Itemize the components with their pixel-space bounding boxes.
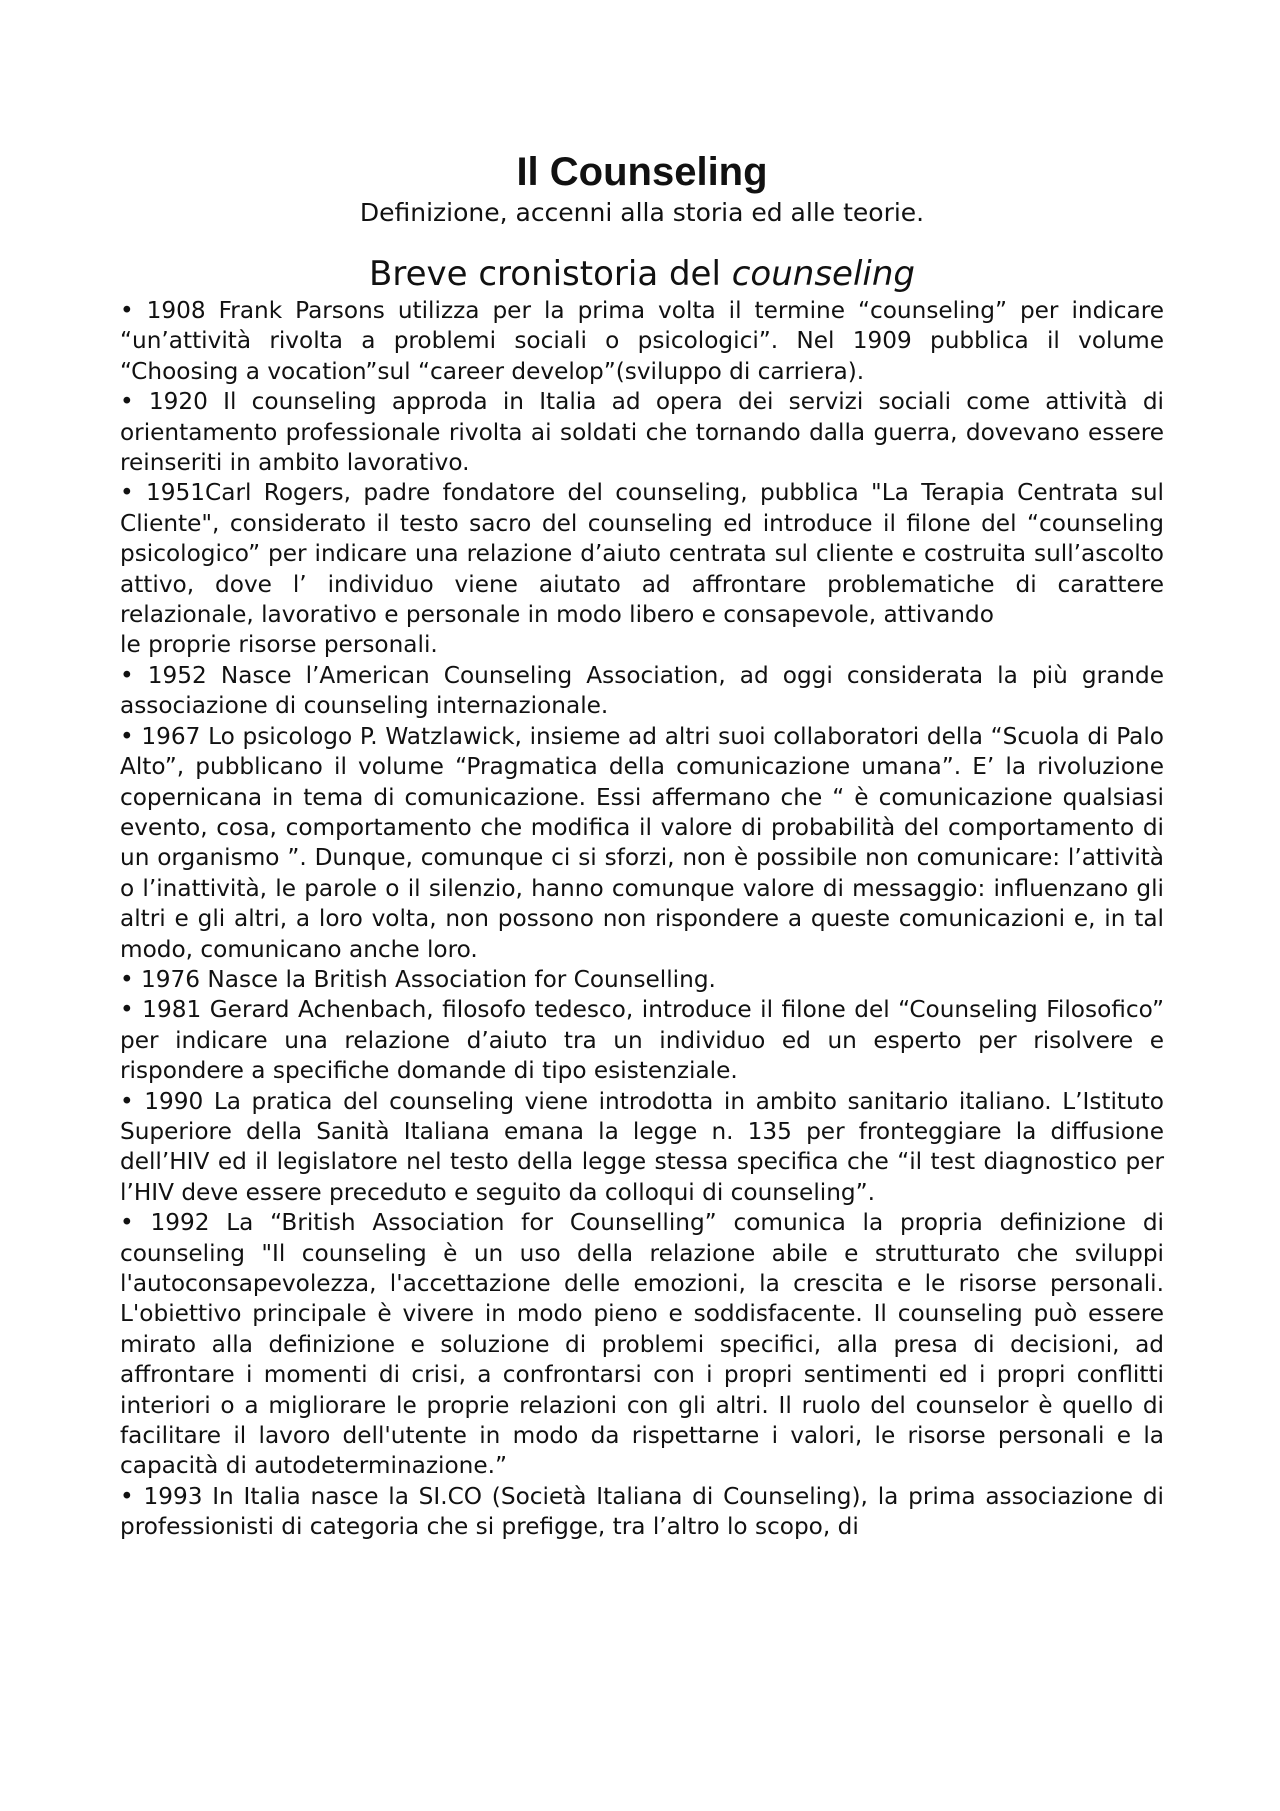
- chronology-entry-1908: • 1908 Frank Parsons utilizza per la prima volta il termine “counseling” per indicare “un’attività rivolta a problemi sociali o psicologici”. Nel 1909 pubblica il volume “Choosing a vocation”sul “career develop”(sviluppo di carriera).: [120, 297, 1164, 385]
- chronology-entry-1967: • 1967 Lo psicologo P. Watzlawick, insieme ad altri suoi collaboratori della “Scuola di Palo Alto”, pubblicano il volume “Pragmatica della comunicazione umana”. E’ la rivoluzione copernicana in tema di comunicazione. Essi affermano che “ è comunicazione qualsiasi evento, cosa, comportamento che modifica il valore di probabilità del comportamento di un organismo ”. Dunque, comunque ci si sforzi, non è possibile non comunicare: l’attività o l’inattività, le parole o il silenzio, hanno comunque valore di messaggio: influenzano gli altri e gli altri, a loro volta, non possono non rispondere a queste comunicazioni e, in tal modo, comunicano anche loro.: [120, 722, 1164, 963]
- section-heading-emphasis: counseling: [731, 254, 915, 294]
- section-heading: [120, 252, 1164, 296]
- document-title: Il Counseling: [516, 150, 768, 194]
- chronology-entry-1951-text: • 1951Carl Rogers, padre fondatore del counseling, pubblica "La Terapia Centrata sul Cliente", considerato il testo sacro del counseling ed introduce il filone del “counseling psicologico” per indicare una relazione d’aiuto centrata sul cliente e costruita sull’ascolto attivo, dove l’ individuo viene aiutato ad affrontare problematiche di carattere relazionale, lavorativo e personale in modo libero e consapevole, attivando: [120, 479, 1164, 629]
- chronology-entry-1993: • 1993 In Italia nasce la SI.CO (Società Italiana di Counseling), la prima associazione di professionisti di categoria che si prefigge, tra l’altro lo scopo, di: [120, 1482, 1164, 1541]
- chronology-entry-1952: • 1952 Nasce l’American Counseling Association, ad oggi considerata la più grande associazione di counseling internazionale.: [120, 661, 1164, 720]
- document-page: [120, 148, 1164, 1543]
- chronology-entry-1951: [120, 478, 1164, 660]
- chronology-entry-1920: • 1920 Il counseling approda in Italia ad opera dei servizi sociali come attività di orientamento professionale rivolta ai soldati che tornando dalla guerra, dovevano essere reinseriti in ambito lavorativo.: [120, 388, 1164, 477]
- chronology-entry-1992: • 1992 La “British Association for Counselling” comunica la propria definizione di counseling "Il counseling è un uso della relazione abile e strutturato che sviluppi l'autoconsapevolezza, l'accettazione delle emozioni, la crescita e le risorse personali. L'obiettivo principale è vivere in modo pieno e soddisfacente. Il counseling può essere mirato alla definizione e soluzione di problemi specifici, alla presa di decisioni, ad affrontare i momenti di crisi, a confrontarsi con i propri sentimenti ed i propri conflitti interiori o a migliorare le proprie relazioni con gli altri. Il ruolo del counselor è quello di facilitare il lavoro dell'utente in modo da rispettarne i valori, le risorse personali e la capacità di autodeterminazione.”: [120, 1209, 1164, 1480]
- section-heading-prefix: Breve cronistoria del: [369, 254, 732, 294]
- chronology-entry-1981: • 1981 Gerard Achenbach, filosofo tedesco, introduce il filone del “Counseling Filosofico” per indicare una relazione d’aiuto tra un individuo ed un esperto per risolvere e rispondere a specifiche domande di tipo esistenziale.: [120, 996, 1164, 1085]
- chronology-entry-1951-tail: le proprie risorse personali.: [120, 631, 438, 659]
- chronology-entry-1976: • 1976 Nasce la British Association for Counselling.: [120, 965, 716, 993]
- document-subtitle: Definizione, accenni alla storia ed alle teorie.: [359, 198, 925, 227]
- chronology-list: [120, 296, 1164, 1543]
- chronology-entry-1990: • 1990 La pratica del counseling viene introdotta in ambito sanitario italiano. L’Istituto Superiore della Sanità Italiana emana la legge n. 135 per fronteggiare la diffusione dell’HIV ed il legislatore nel testo della legge stessa specifica che “il test diagnostico per l’HIV deve essere preceduto e seguito da colloqui di counseling”.: [120, 1087, 1164, 1206]
